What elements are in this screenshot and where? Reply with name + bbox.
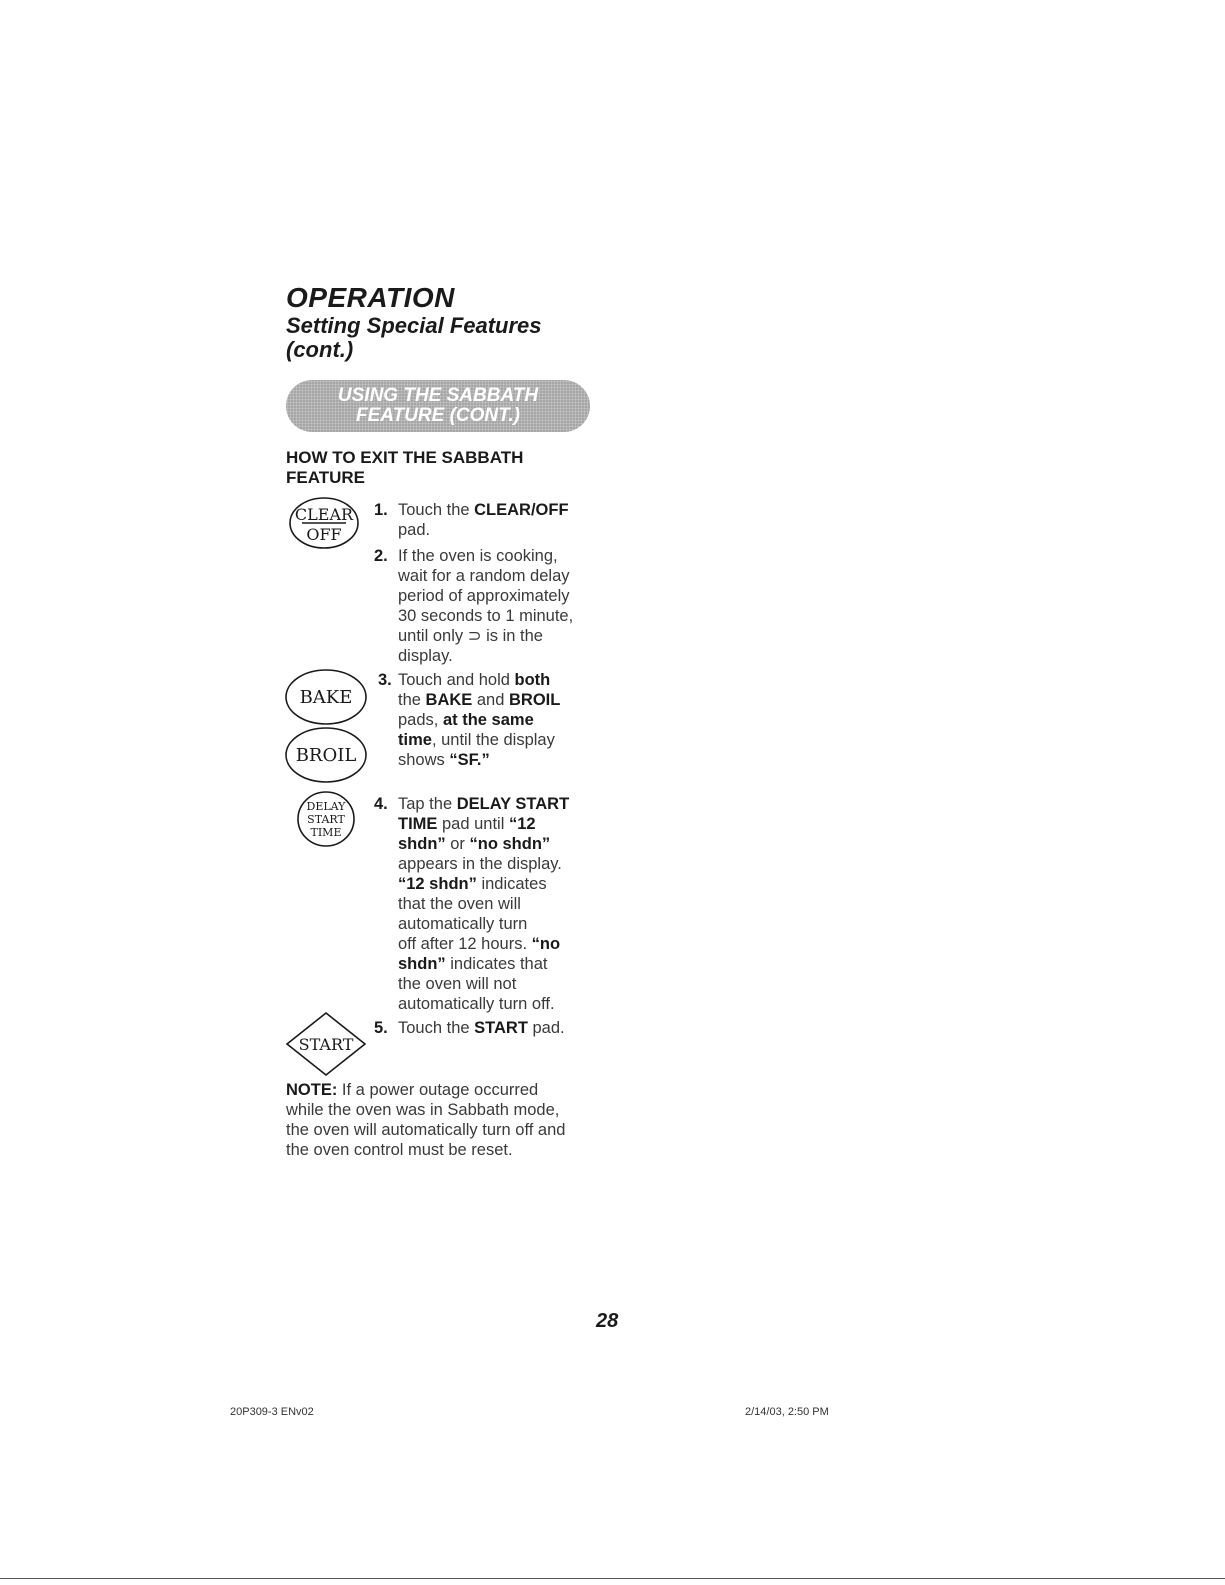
off-label: OFF bbox=[306, 525, 342, 544]
section-title: OPERATION bbox=[286, 282, 455, 313]
step-bold-text: “12 shdn” bbox=[398, 875, 477, 893]
step-body bbox=[398, 500, 569, 540]
power-outage-note bbox=[286, 1080, 606, 1160]
step-text: If the oven is cooking, bbox=[398, 547, 558, 565]
step-line bbox=[398, 646, 573, 666]
step-body bbox=[398, 670, 560, 770]
step-text: shows bbox=[398, 751, 450, 769]
step-text: Tap the bbox=[398, 795, 457, 813]
step-text: automatically turn off. bbox=[398, 995, 555, 1013]
step-line bbox=[398, 586, 573, 606]
step-bold-text: shdn” bbox=[398, 835, 446, 853]
step-line bbox=[398, 1018, 565, 1038]
step-line bbox=[398, 606, 573, 626]
step-line bbox=[398, 626, 573, 646]
start-pad-icon bbox=[284, 1010, 368, 1078]
step-number: 3. bbox=[378, 671, 392, 689]
page-subtitle bbox=[286, 314, 542, 362]
step-bold-text: START bbox=[474, 1019, 528, 1037]
step-line bbox=[398, 814, 569, 834]
step-line bbox=[398, 500, 569, 520]
step-body bbox=[398, 546, 573, 666]
step-line bbox=[398, 834, 569, 854]
step-text: indicates that bbox=[445, 955, 548, 973]
step-text: pads, bbox=[398, 711, 443, 729]
banner-line-1: USING THE SABBATH bbox=[337, 385, 539, 406]
step-text: that the oven will bbox=[398, 895, 521, 913]
footer-timestamp: 2/14/03, 2:50 PM bbox=[745, 1406, 829, 1418]
footer-doc-code: 20P309-3 ENv02 bbox=[230, 1406, 314, 1418]
time-label: TIME bbox=[310, 826, 342, 839]
step-line bbox=[398, 730, 560, 750]
step-number: 5. bbox=[374, 1019, 388, 1037]
step-line bbox=[398, 994, 569, 1014]
step-bold-text: shdn” bbox=[398, 955, 446, 973]
step-line bbox=[398, 974, 569, 994]
step-text: and bbox=[472, 691, 509, 709]
step-bold-text: at the same bbox=[442, 711, 534, 729]
step-line bbox=[398, 670, 560, 690]
step-bold-text: “12 bbox=[508, 815, 536, 833]
step-bold-text: “no bbox=[531, 935, 561, 953]
step-number: 2. bbox=[374, 547, 388, 565]
broil-label: BROIL bbox=[295, 745, 357, 766]
step-text: until only ⊃ is in the bbox=[398, 627, 543, 645]
step-line bbox=[398, 794, 569, 814]
bake-pad-icon bbox=[284, 668, 368, 726]
step-line bbox=[398, 566, 573, 586]
bottom-rule bbox=[0, 1578, 1225, 1579]
step-line bbox=[398, 934, 569, 954]
note-line-2: while the oven was in Sabbath mode, bbox=[286, 1101, 560, 1119]
step-body bbox=[398, 1018, 565, 1038]
step-text: Touch the bbox=[398, 1019, 475, 1037]
sabbath-banner bbox=[286, 380, 590, 432]
note-line-4: the oven control must be reset. bbox=[286, 1141, 513, 1159]
step-text: the oven will not bbox=[398, 975, 517, 993]
broil-pad-icon bbox=[284, 726, 368, 784]
step-bold-text: “no shdn” bbox=[469, 835, 551, 853]
step-text: pad. bbox=[527, 1019, 565, 1037]
step-bold-text: BROIL bbox=[509, 691, 561, 709]
step-line bbox=[398, 954, 569, 974]
step-line bbox=[398, 854, 569, 874]
exit-sabbath-heading: HOW TO EXIT THE SABBATH FEATURE bbox=[286, 448, 524, 487]
step-line bbox=[398, 520, 569, 540]
step-line bbox=[398, 874, 569, 894]
step-number: 4. bbox=[374, 795, 388, 813]
step-text: the bbox=[398, 691, 426, 709]
step-text: or bbox=[445, 835, 470, 853]
step-body bbox=[398, 794, 569, 1014]
step-bold-text: DELAY START bbox=[456, 795, 570, 813]
step-line bbox=[398, 894, 569, 914]
delay-start-time-pad-icon bbox=[296, 790, 356, 848]
step-text: wait for a random delay bbox=[398, 567, 570, 585]
step-bold-text: BAKE bbox=[425, 691, 473, 709]
step-text: pad until bbox=[437, 815, 509, 833]
step-text: indicates bbox=[476, 875, 547, 893]
step-text: off after 12 hours. bbox=[398, 935, 532, 953]
step-number: 1. bbox=[374, 501, 388, 519]
note-label: NOTE: bbox=[286, 1081, 338, 1099]
subtitle-line-1: Setting Special Features bbox=[286, 313, 542, 338]
note-line-3: the oven will automatically turn off and bbox=[286, 1121, 566, 1139]
delay-label: DELAY bbox=[306, 800, 346, 813]
step-bold-text: both bbox=[514, 671, 551, 689]
bake-label: BAKE bbox=[299, 687, 353, 708]
step-line bbox=[398, 914, 569, 934]
step-line bbox=[398, 546, 573, 566]
step-bold-text: CLEAR/OFF bbox=[474, 501, 569, 519]
clear-label: CLEAR bbox=[294, 505, 354, 524]
start-pad-label: START bbox=[298, 1035, 354, 1054]
start-label: START bbox=[307, 813, 345, 826]
step-text: Touch the bbox=[398, 501, 475, 519]
step-text: automatically turn bbox=[398, 915, 528, 933]
step-bold-text: “SF.” bbox=[449, 751, 490, 769]
step-line bbox=[398, 750, 560, 770]
step-text: display. bbox=[398, 647, 453, 665]
step-line bbox=[398, 690, 560, 710]
step-line bbox=[398, 710, 560, 730]
step-bold-text: time bbox=[398, 731, 432, 749]
subtitle-line-2: (cont.) bbox=[286, 337, 354, 362]
clear-off-pad-icon bbox=[288, 496, 360, 550]
step-bold-text: TIME bbox=[398, 815, 438, 833]
step-text: Touch and hold bbox=[398, 671, 515, 689]
step-text: period of approximately bbox=[398, 587, 570, 605]
step-text: 30 seconds to 1 minute, bbox=[398, 607, 574, 625]
page-number: 28 bbox=[596, 1310, 619, 1332]
step-text: pad. bbox=[398, 521, 431, 539]
step-text: appears in the display. bbox=[398, 855, 562, 873]
step-text: , until the display bbox=[431, 731, 555, 749]
note-line-1: If a power outage occurred bbox=[337, 1081, 539, 1099]
banner-line-2: FEATURE (CONT.) bbox=[356, 405, 520, 426]
